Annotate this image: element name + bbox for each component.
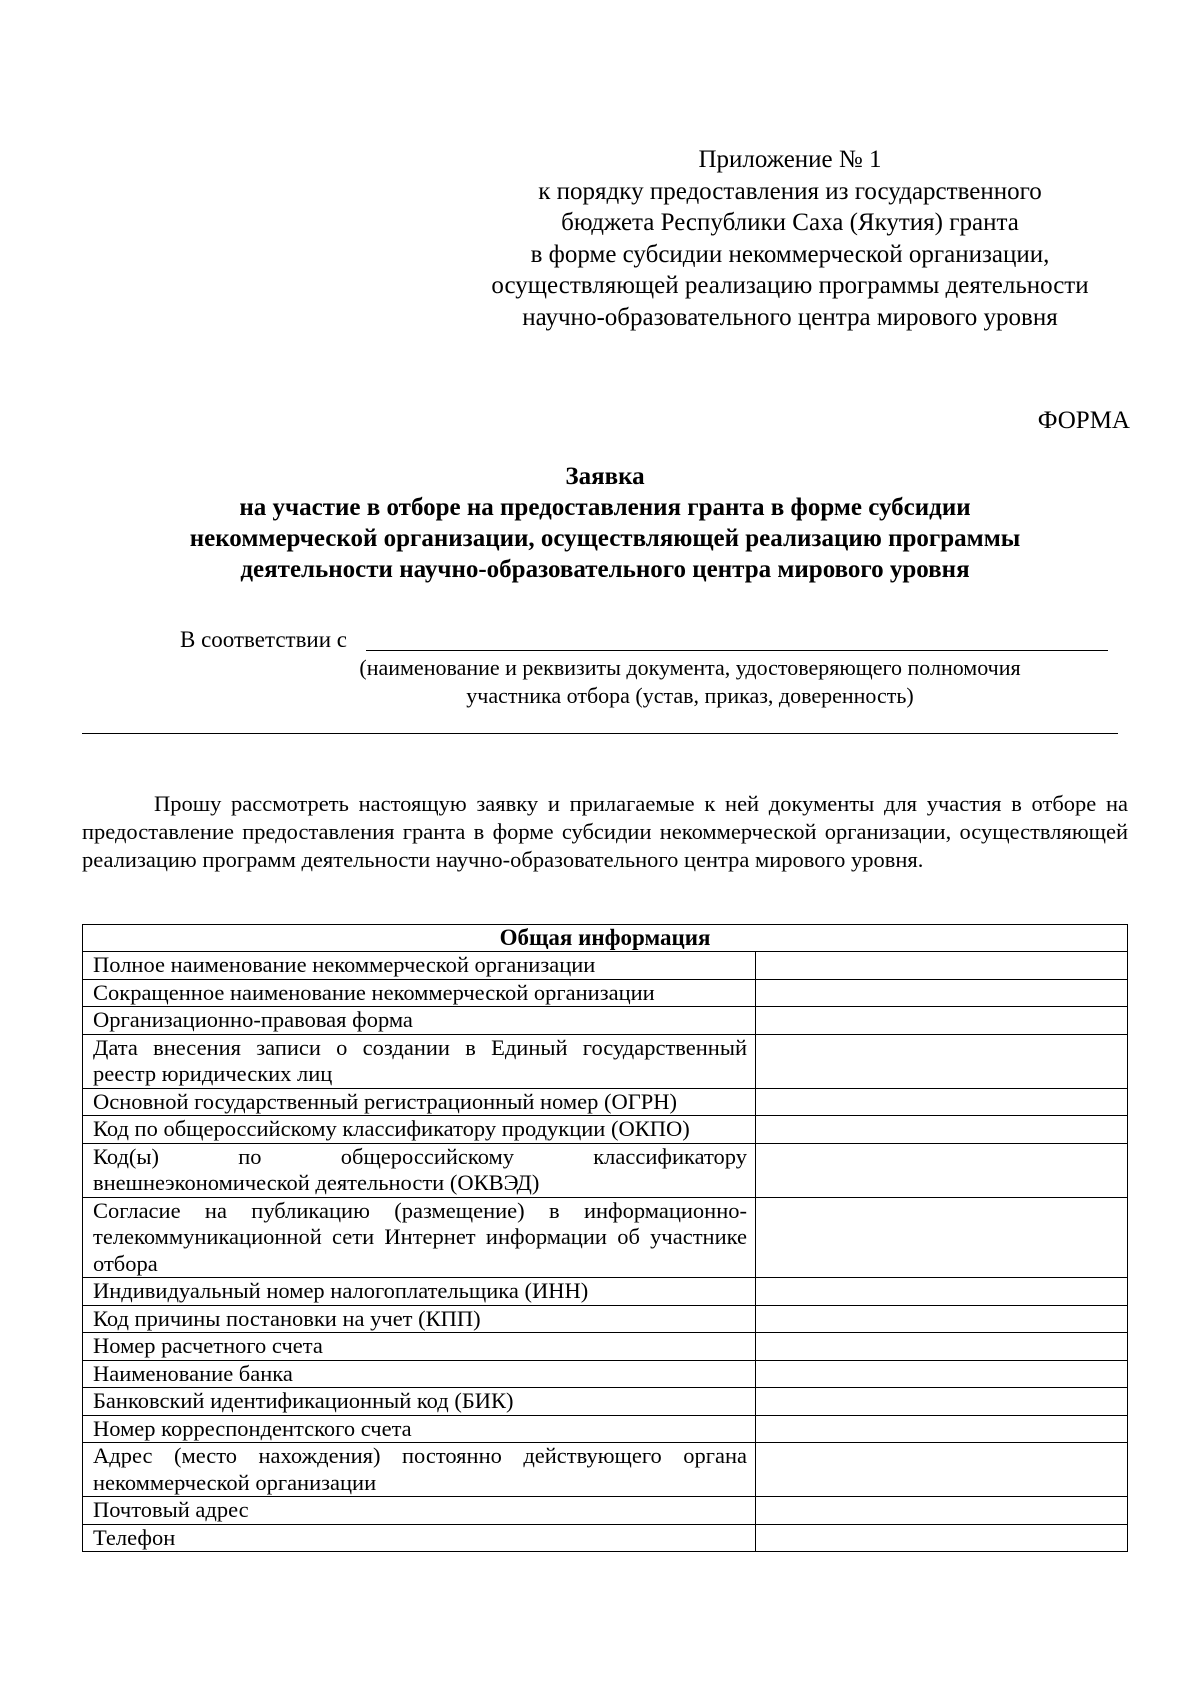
title-line: деятельности научно-образовательного центра мирового уровня xyxy=(240,556,970,583)
row-value-cell[interactable] xyxy=(756,1088,1128,1116)
hint-line: (наименование и реквизиты документа, удостоверяющего полномочия xyxy=(359,655,1021,680)
table-row xyxy=(83,1360,1128,1388)
row-value-cell[interactable] xyxy=(756,1305,1128,1333)
conformity-fill-line[interactable] xyxy=(366,650,1108,651)
row-label: Почтовый адрес xyxy=(83,1497,756,1525)
row-value-cell[interactable] xyxy=(756,1278,1128,1306)
row-label: Адрес (место нахождения) постоянно действующего органа некоммерческой организации xyxy=(83,1443,756,1497)
hint-line: участника отбора (устав, приказ, доверенность) xyxy=(466,683,914,708)
appendix-line: Приложение № 1 xyxy=(698,146,882,173)
row-value-cell[interactable] xyxy=(756,952,1128,980)
row-value-cell[interactable] xyxy=(756,1388,1128,1416)
appendix-line: осуществляющей реализацию программы деятельности xyxy=(491,272,1089,299)
document-title xyxy=(80,461,1130,585)
row-label: Номер расчетного счета xyxy=(83,1333,756,1361)
appendix-header xyxy=(420,144,1160,333)
table-row xyxy=(83,1388,1128,1416)
row-label: Полное наименование некоммерческой организации xyxy=(83,952,756,980)
row-label: Номер корреспондентского счета xyxy=(83,1415,756,1443)
row-label: Сокращенное наименование некоммерческой организации xyxy=(83,979,756,1007)
table-row xyxy=(83,1305,1128,1333)
table-row xyxy=(83,1034,1128,1088)
table-row xyxy=(83,1007,1128,1035)
forma-label: ФОРМА xyxy=(1037,407,1130,434)
table-row xyxy=(83,1497,1128,1525)
row-value-cell[interactable] xyxy=(756,1197,1128,1278)
row-value-cell[interactable] xyxy=(756,1524,1128,1552)
title-line: некоммерческой организации, осуществляющей реализацию программы xyxy=(189,525,1021,552)
full-width-fill-line[interactable] xyxy=(82,733,1118,734)
row-value-cell[interactable] xyxy=(756,1116,1128,1144)
appendix-line: бюджета Республики Саха (Якутия) гранта xyxy=(561,209,1019,236)
row-label: Наименование банка xyxy=(83,1360,756,1388)
row-value-cell[interactable] xyxy=(756,1497,1128,1525)
table-row xyxy=(83,979,1128,1007)
table-row xyxy=(83,952,1128,980)
general-info-table xyxy=(82,924,1128,1552)
appendix-line: к порядку предоставления из государственного xyxy=(538,177,1042,205)
row-value-cell[interactable] xyxy=(756,1143,1128,1197)
table-row xyxy=(83,1278,1128,1306)
row-label: Код(ы) по общероссийскому классификатору внешнеэкономической деятельности (ОКВЭД) xyxy=(83,1143,756,1197)
title-line: Заявка xyxy=(565,463,645,490)
row-value-cell[interactable] xyxy=(756,1034,1128,1088)
row-label: Дата внесения записи о создании в Единый государственный реестр юридических лиц xyxy=(83,1034,756,1088)
table-row xyxy=(83,1443,1128,1497)
row-value-cell[interactable] xyxy=(756,1333,1128,1361)
appendix-line: в форме субсидии некоммерческой организации, xyxy=(530,240,1050,268)
conformity-label: В соответствии с xyxy=(180,627,348,652)
row-value-cell[interactable] xyxy=(756,1415,1128,1443)
row-label: Согласие на публикацию (размещение) в информационно-телекоммуникационной сети Интернет информации об участнике отбора xyxy=(83,1197,756,1278)
table-row xyxy=(83,1415,1128,1443)
table-row xyxy=(83,1116,1128,1144)
row-value-cell[interactable] xyxy=(756,1443,1128,1497)
table-row xyxy=(83,1333,1128,1361)
request-paragraph: Прошу рассмотреть настоящую заявку и прилагаемые к ней документы для участия в отборе на предоставление предоставления гранта в форме субсидии некоммерческой организации, осуществляющей реализацию программ деятельности научно-образовательного центра мирового уровня. xyxy=(82,791,1128,872)
table-row xyxy=(83,1143,1128,1197)
row-label: Код причины постановки на учет (КПП) xyxy=(83,1305,756,1333)
table-header: Общая информация xyxy=(83,925,1128,952)
title-line: на участие в отборе на предоставления гранта в форме субсидии xyxy=(239,494,971,521)
row-value-cell[interactable] xyxy=(756,979,1128,1007)
appendix-line: научно-образовательного центра мирового уровня xyxy=(522,303,1058,331)
row-label: Индивидуальный номер налогоплательщика (ИНН) xyxy=(83,1278,756,1306)
row-label: Телефон xyxy=(83,1524,756,1552)
row-label: Организационно-правовая форма xyxy=(83,1007,756,1035)
table-row xyxy=(83,1197,1128,1278)
row-label: Код по общероссийскому классификатору продукции (ОКПО) xyxy=(83,1116,756,1144)
row-value-cell[interactable] xyxy=(756,1007,1128,1035)
table-header-row xyxy=(83,925,1128,952)
row-value-cell[interactable] xyxy=(756,1360,1128,1388)
row-label: Банковский идентификационный код (БИК) xyxy=(83,1388,756,1416)
row-label: Основной государственный регистрационный номер (ОГРН) xyxy=(83,1088,756,1116)
table-row xyxy=(83,1524,1128,1552)
table-row xyxy=(83,1088,1128,1116)
conformity-hint xyxy=(310,654,1070,710)
